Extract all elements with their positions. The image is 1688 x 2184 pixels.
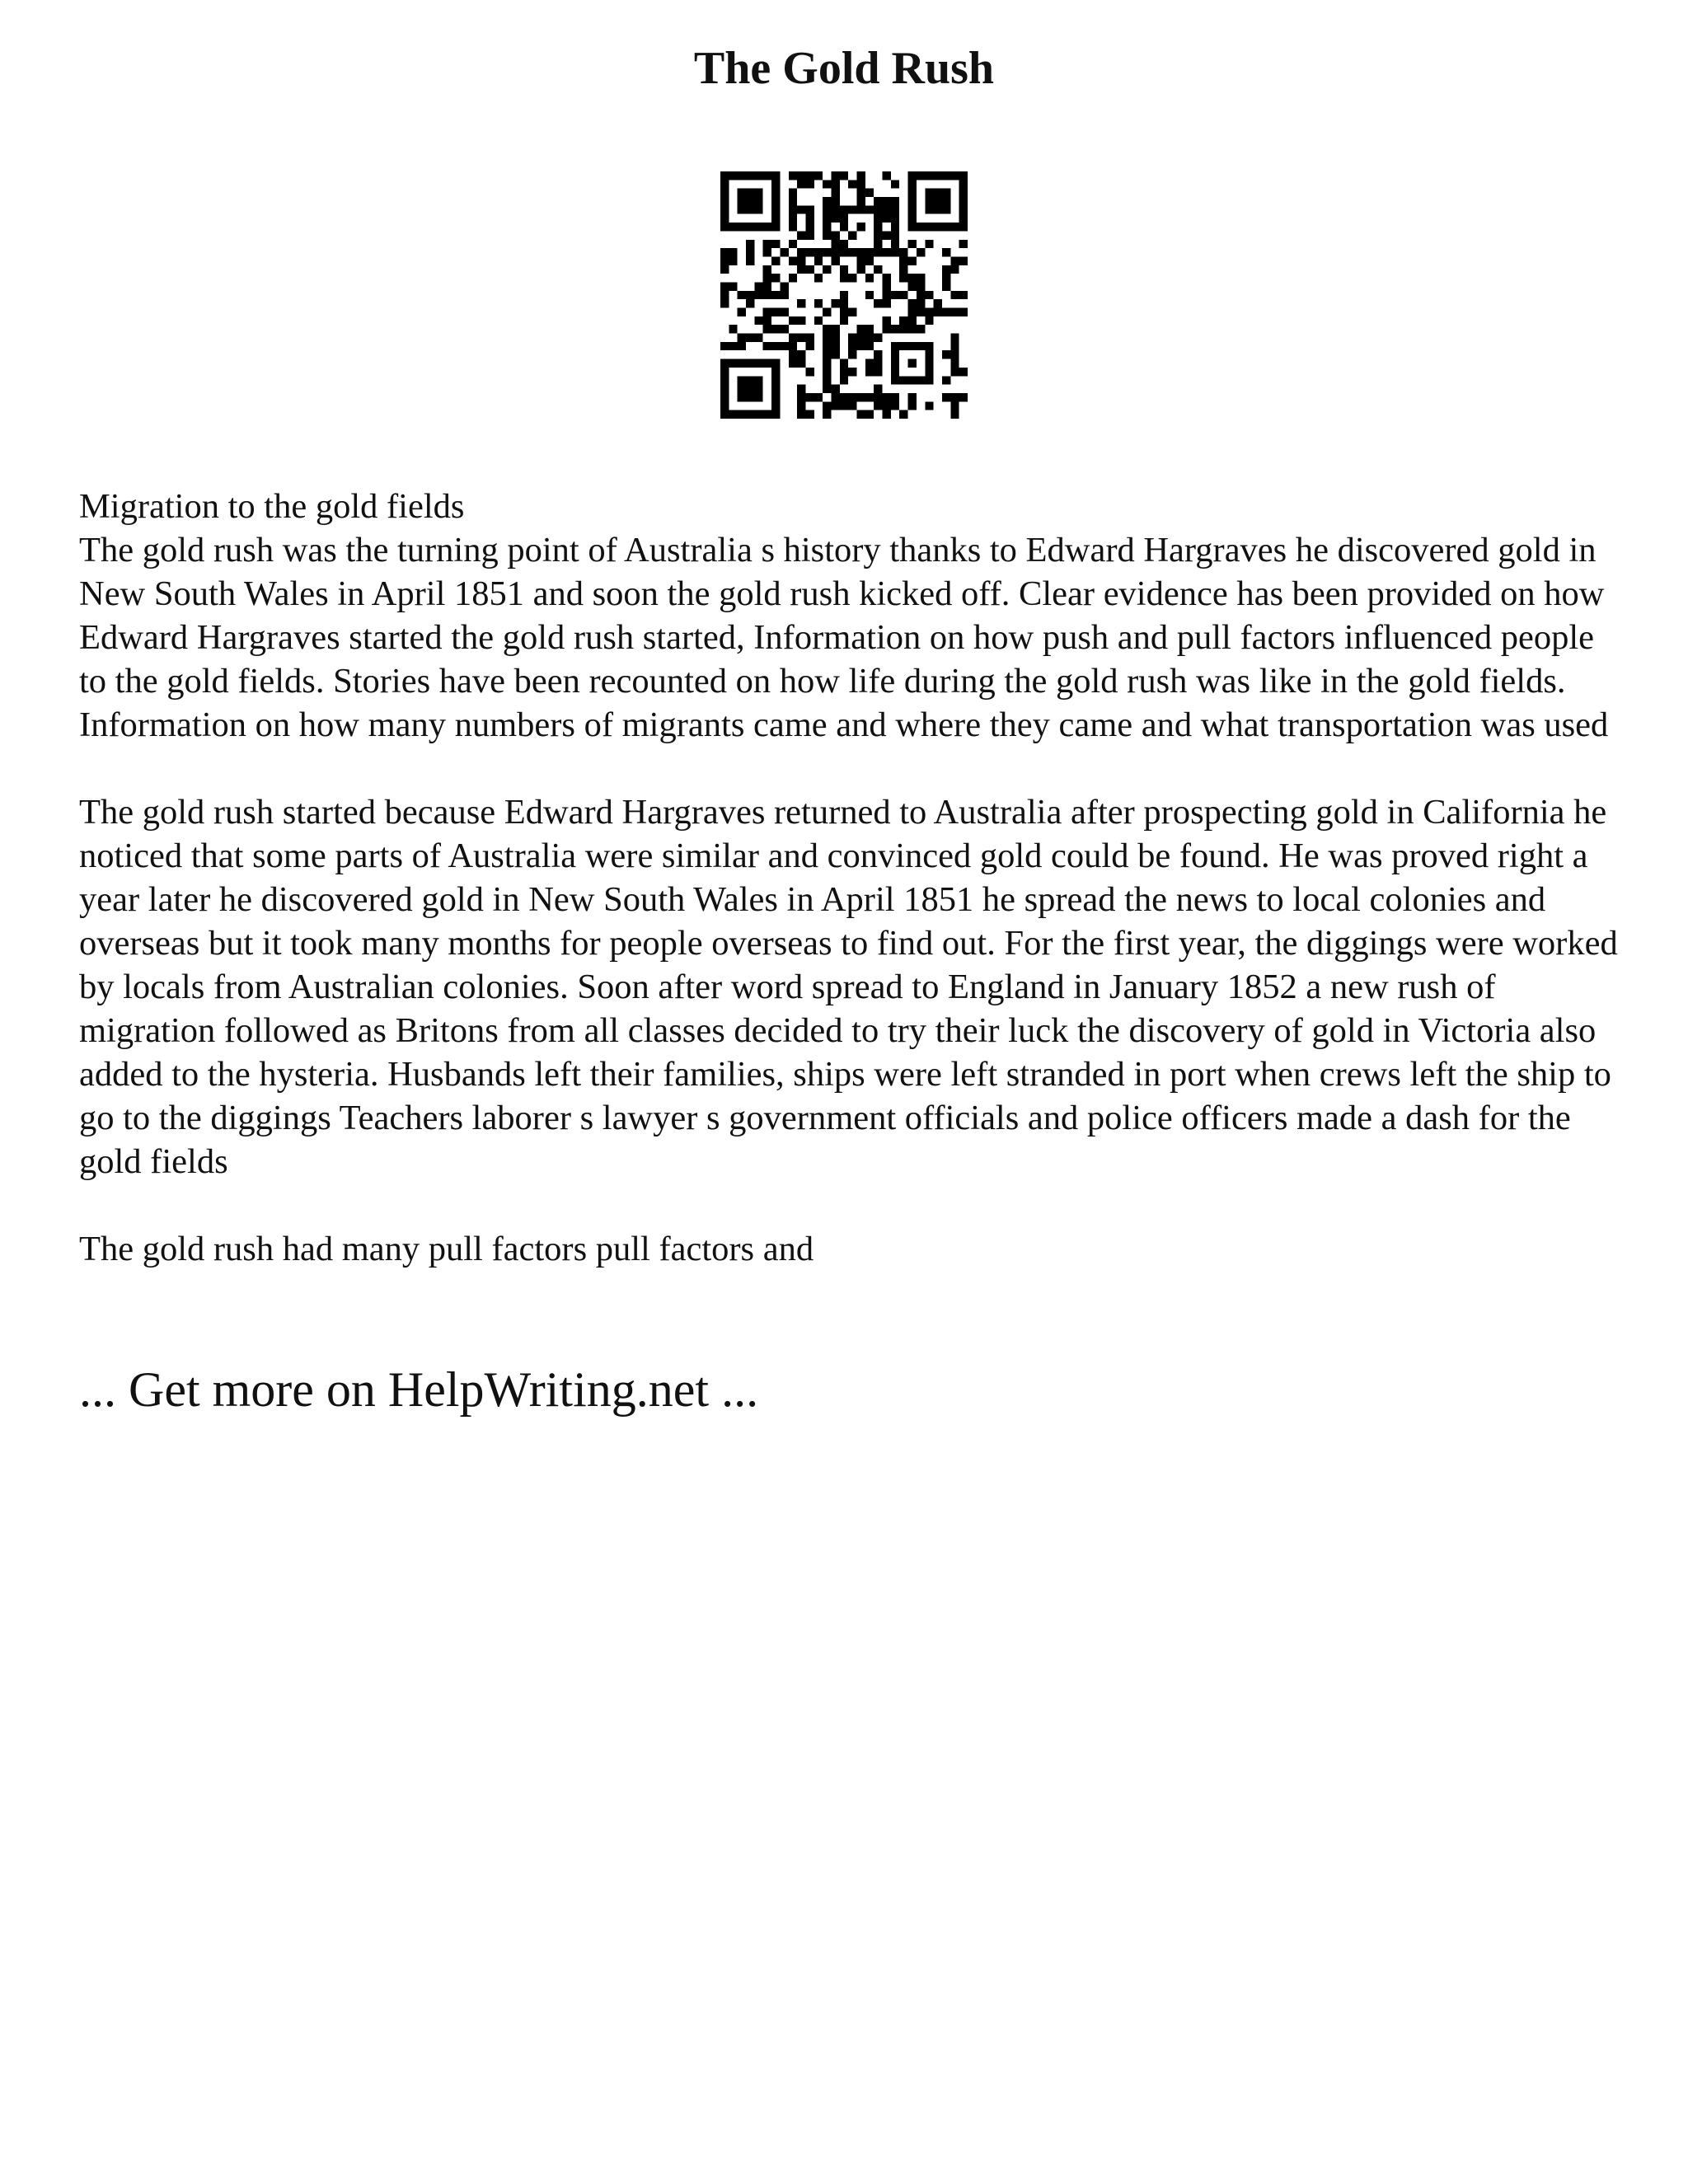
- section-subheading: Migration to the gold fields: [79, 487, 465, 526]
- paragraph-history: The gold rush started because Edward Hargraves returned to Australia after prospecting gold in California he noticed that some parts of Australia were similar and convinced gold could be found. He was proved right a year later he discovered gold in New South Wales in April 1851 he spread the news to local colonies and overseas but it took many months for people overseas to find out. For the first year, the diggings were worked by locals from Australian colonies. Soon after word spread to England in January 1852 a new rush of migration followed as Britons from all classes decided to try their luck the discovery of gold in Victoria also added to the hysteria. Husbands left their families, ships were left stranded in port when crews left the ship to go to the diggings Teachers laborer s lawyer s government officials and police officers made a dash for the gold fields: [79, 793, 1618, 1181]
- get-more-link[interactable]: ... Get more on HelpWriting.net ...: [79, 1362, 759, 1417]
- page-title: The Gold Rush: [693, 43, 995, 94]
- qr-code-icon: [720, 171, 968, 419]
- paragraph-pull-factors: The gold rush had many pull factors pull factors and: [79, 1230, 814, 1268]
- document-body: [79, 485, 1629, 1271]
- paragraph-intro: The gold rush was the turning point of Australia s history thanks to Edward Hargraves he discovered gold in New South Wales in April 1851 and soon the gold rush kicked off. Clear evidence has been provided on how Edward Hargraves started the gold rush started, Information on how push and pull factors influenced people to the gold fields. Stories have been recounted on how life during the gold rush was like in the gold fields. Information on how many numbers of migrants came and where they came and what transportation was used: [79, 531, 1609, 744]
